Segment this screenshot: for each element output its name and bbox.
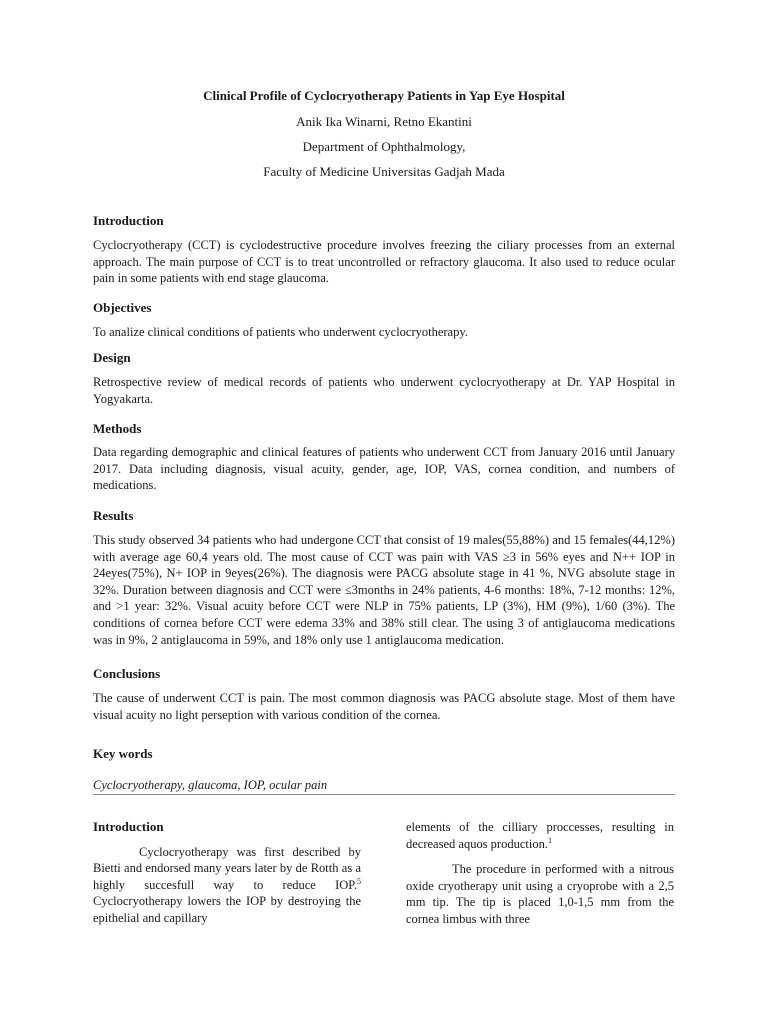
design-heading: Design: [93, 350, 131, 365]
design-text: Retrospective review of medical records of patients who underwent cyclocryotherapy at Dr. YAP Hospital in Yogyakarta.: [93, 375, 675, 406]
reference-marker: 1: [547, 835, 552, 845]
body-right-paragraph-1: [406, 819, 674, 852]
authors: Anik Ika Winarni, Retno Ekantini: [296, 114, 472, 129]
body-intro-sentence: Cyclocryotherapy was first described by Bietti and endorsed many years later by de Rotth as a highly succesfull way to reduce IOP.: [93, 844, 361, 892]
paper-title: Clinical Profile of Cyclocryotherapy Patients in Yap Eye Hospital: [203, 88, 565, 103]
body-introduction-text: [93, 844, 361, 927]
methods-text: Data regarding demographic and clinical features of patients who underwent CCT from January 2016 until January 2017. Data including diagnosis, visual acuity, gender, age, IOP, VAS, cornea condition, and numbers of medications.: [93, 445, 675, 493]
body-introduction-heading: Introduction: [93, 819, 164, 834]
keywords-heading: Key words: [93, 746, 153, 761]
keywords-text: Cyclocryotherapy, glaucoma, IOP, ocular pain: [93, 778, 328, 792]
body-right-paragraph-2: The procedure in performed with a nitrous oxide cryotherapy unit using a cryoprobe with a 2,5 mm tip. The tip is placed 1,0-1,5 mm from the cornea limbus with three: [406, 862, 674, 926]
reference-marker: 5: [357, 876, 361, 886]
methods-heading: Methods: [93, 421, 142, 436]
introduction-heading: Introduction: [93, 213, 164, 228]
objectives-text: To analize clinical conditions of patients who underwent cyclocryotherapy.: [93, 325, 468, 339]
objectives-heading: Objectives: [93, 300, 152, 315]
conclusions-text: The cause of underwent CCT is pain. The most common diagnosis was PACG absolute stage. Most of them have visual acuity no light perseption with various condition of the cornea.: [93, 691, 675, 722]
section-divider: [93, 794, 675, 795]
body-right-column: [406, 819, 674, 928]
results-text: This study observed 34 patients who had undergone CCT that consist of 19 males(55,88%) and 15 females(44,12%) with average age 60,4 years old. The most cause of CCT was pain with VAS ≥3 in 56% eyes and N++ IOP in 24eyes(75%), N+ IOP in 9eyes(26%). The diagnosis were PACG absolute stage in 41 %, NVG absolute stage in 32%. Duration between diagnosis and CCT were ≤3months in 24% patients, 4-6 months: 18%, 7-12 months: 12%, and >1 year: 32%. Visual acuity before CCT were NLP in 75% patients, LP (3%), HM (9%), 1/60 (3%). The conditions of cornea before CCT were edema 33% and 38% still clear. The using 3 of antiglaucoma medications was in 9%, 2 antiglaucoma in 59%, and 18% only use 1 antiglaucoma medication.: [93, 533, 675, 647]
body-intro-continuation: Cyclocryotherapy lowers the IOP by destroying the epithelial and capillary: [93, 894, 361, 925]
department: Department of Ophthalmology,: [302, 139, 466, 154]
conclusions-heading: Conclusions: [93, 666, 161, 681]
faculty: Faculty of Medicine Universitas Gadjah Mada: [263, 164, 505, 179]
results-heading: Results: [93, 508, 134, 523]
introduction-text: Cyclocryotherapy (CCT) is cyclodestructive procedure involves freezing the ciliary processes from an external approach. The main purpose of CCT is to treat uncontrolled or refractory glaucoma. It also used to reduce ocular pain in some patients with end stage glaucoma.: [93, 238, 675, 286]
cilliary-text: elements of the cilliary proccesses, resulting in decreased aquos production.: [406, 820, 674, 851]
body-left-column: [93, 819, 361, 927]
